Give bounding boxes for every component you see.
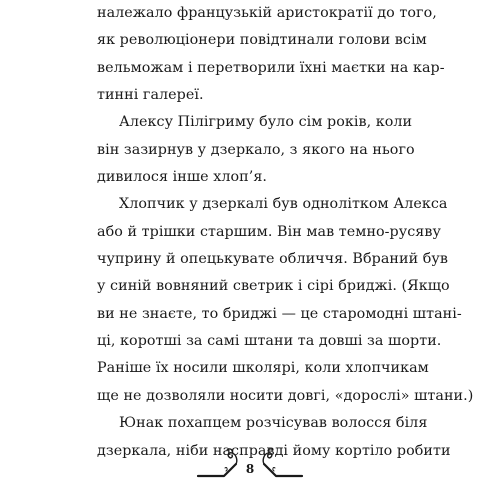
right-flourish-ornament-icon bbox=[258, 446, 304, 484]
text-line: дзеркала, ніби насправді йому кортіло робити bbox=[97, 442, 451, 459]
text-line: ще не дозволяли носити довгі, «дорослі» штани.) bbox=[97, 387, 474, 404]
text-line: дивилося інше хлоп’я. bbox=[97, 169, 268, 186]
text-line: у синій вовняний светрик і сірі бриджі. (Якщо bbox=[97, 278, 450, 295]
text-line: тинні галереї. bbox=[97, 87, 204, 104]
text-line: він зазирнув у дзеркало, з якого на нього bbox=[97, 141, 415, 158]
page-footer bbox=[0, 440, 500, 490]
text-line: ви не знаєте, то бриджі — це старомодні штані- bbox=[97, 305, 462, 322]
text-line: вельможам і перетворили їхні маєтки на кар- bbox=[97, 59, 445, 76]
text-line: Раніше їх носили школярі, коли хлопчикам bbox=[97, 360, 429, 377]
text-line: ці, коротші за самі штани та довші за шорти. bbox=[97, 333, 442, 350]
text-line: чуприну й опецькувате обличчя. Вбраний був bbox=[97, 251, 448, 268]
body-text bbox=[97, 0, 474, 465]
text-line: або й трішки старшим. Він мав темно-русяву bbox=[97, 223, 441, 240]
page-number: 8 bbox=[245, 462, 255, 476]
text-line: належало французькій аристократії до того, bbox=[97, 5, 437, 21]
text-line: Юнак похапцем розчісував волосся біля bbox=[119, 415, 428, 432]
text-line: як революціонери повідтинали голови всім bbox=[97, 32, 427, 49]
text-line: Алексу Пілігриму було сім років, коли bbox=[119, 114, 413, 131]
text-line: Хлопчик у дзеркалі був однолітком Алекса bbox=[119, 196, 448, 213]
